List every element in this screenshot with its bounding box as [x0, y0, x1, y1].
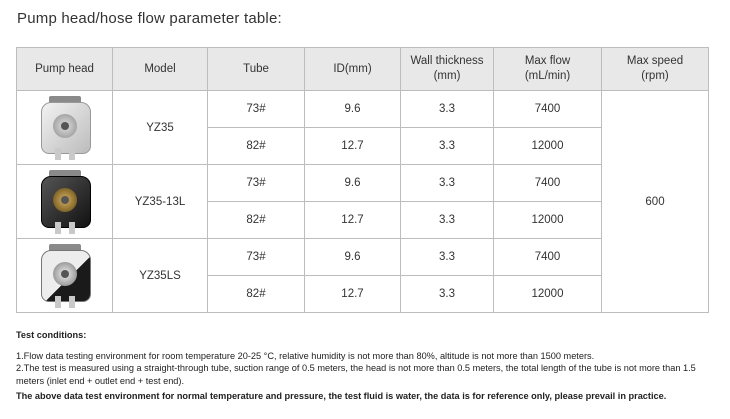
pump-head-image-cell [17, 165, 113, 239]
tube-cell: 73# [208, 239, 305, 276]
wall-cell: 3.3 [401, 91, 494, 128]
max-speed-cell: 600 [602, 91, 709, 313]
reference-note: The above data test environment for normal temperature and pressure, the test fluid is water, the data is for reference only, please prevail in practice. [16, 391, 667, 401]
test-condition-1: 1.Flow data testing environment for room temperature 20-25 °C, relative humidity is not more than 80%, altitude is not more than 1500 meters. [16, 350, 595, 361]
parameter-table [16, 47, 709, 313]
header-tube: Tube [208, 48, 305, 91]
id-cell: 12.7 [305, 202, 401, 239]
flow-cell: 12000 [494, 276, 602, 313]
header-id: ID(mm) [305, 48, 401, 91]
wall-cell: 3.3 [401, 202, 494, 239]
flow-cell: 7400 [494, 91, 602, 128]
id-cell: 12.7 [305, 128, 401, 165]
wall-cell: 3.3 [401, 165, 494, 202]
pump-head-image-cell [17, 239, 113, 313]
header-wall-thickness [401, 48, 494, 91]
header-wall-line2: (mm) [433, 70, 461, 82]
flow-cell: 12000 [494, 202, 602, 239]
test-conditions-heading: Test conditions: [16, 330, 87, 340]
tube-cell: 82# [208, 276, 305, 313]
tube-cell: 73# [208, 165, 305, 202]
id-cell: 12.7 [305, 276, 401, 313]
header-pump-head: Pump head [17, 48, 113, 91]
model-cell: YZ35-13L [113, 165, 208, 239]
table-header-row [17, 48, 709, 91]
header-max-speed [602, 48, 709, 91]
wall-cell: 3.3 [401, 276, 494, 313]
wall-cell: 3.3 [401, 239, 494, 276]
id-cell: 9.6 [305, 165, 401, 202]
flow-cell: 7400 [494, 239, 602, 276]
header-speed-line1: Max speed [626, 55, 684, 67]
header-max-flow [494, 48, 602, 91]
test-conditions [16, 329, 726, 403]
test-condition-2: 2.The test is measured using a straight-through tube, suction range of 0.5 meters, the head is not more than 0.5 meters, the total length of the tube is not more than 1.5 meters (inlet end + outlet end + test end). [16, 363, 696, 386]
model-cell: YZ35 [113, 91, 208, 165]
tube-cell: 73# [208, 91, 305, 128]
header-wall-line1: Wall thickness [410, 55, 484, 67]
header-model: Model [113, 48, 208, 91]
header-speed-line2: (rpm) [641, 70, 669, 82]
flow-cell: 12000 [494, 128, 602, 165]
pump-head-silver-black-icon [35, 244, 95, 308]
model-cell: YZ35LS [113, 239, 208, 313]
pump-head-image-cell [17, 91, 113, 165]
id-cell: 9.6 [305, 239, 401, 276]
tube-cell: 82# [208, 202, 305, 239]
pump-head-black-icon [35, 170, 95, 234]
page-title: Pump head/hose flow parameter table: [17, 10, 282, 27]
tube-cell: 82# [208, 128, 305, 165]
pump-head-silver-icon [35, 96, 95, 160]
header-flow-line1: Max flow [524, 55, 571, 67]
wall-cell: 3.3 [401, 128, 494, 165]
flow-cell: 7400 [494, 165, 602, 202]
id-cell: 9.6 [305, 91, 401, 128]
header-flow-line2: (mL/min) [524, 70, 571, 82]
table-row [17, 91, 709, 128]
